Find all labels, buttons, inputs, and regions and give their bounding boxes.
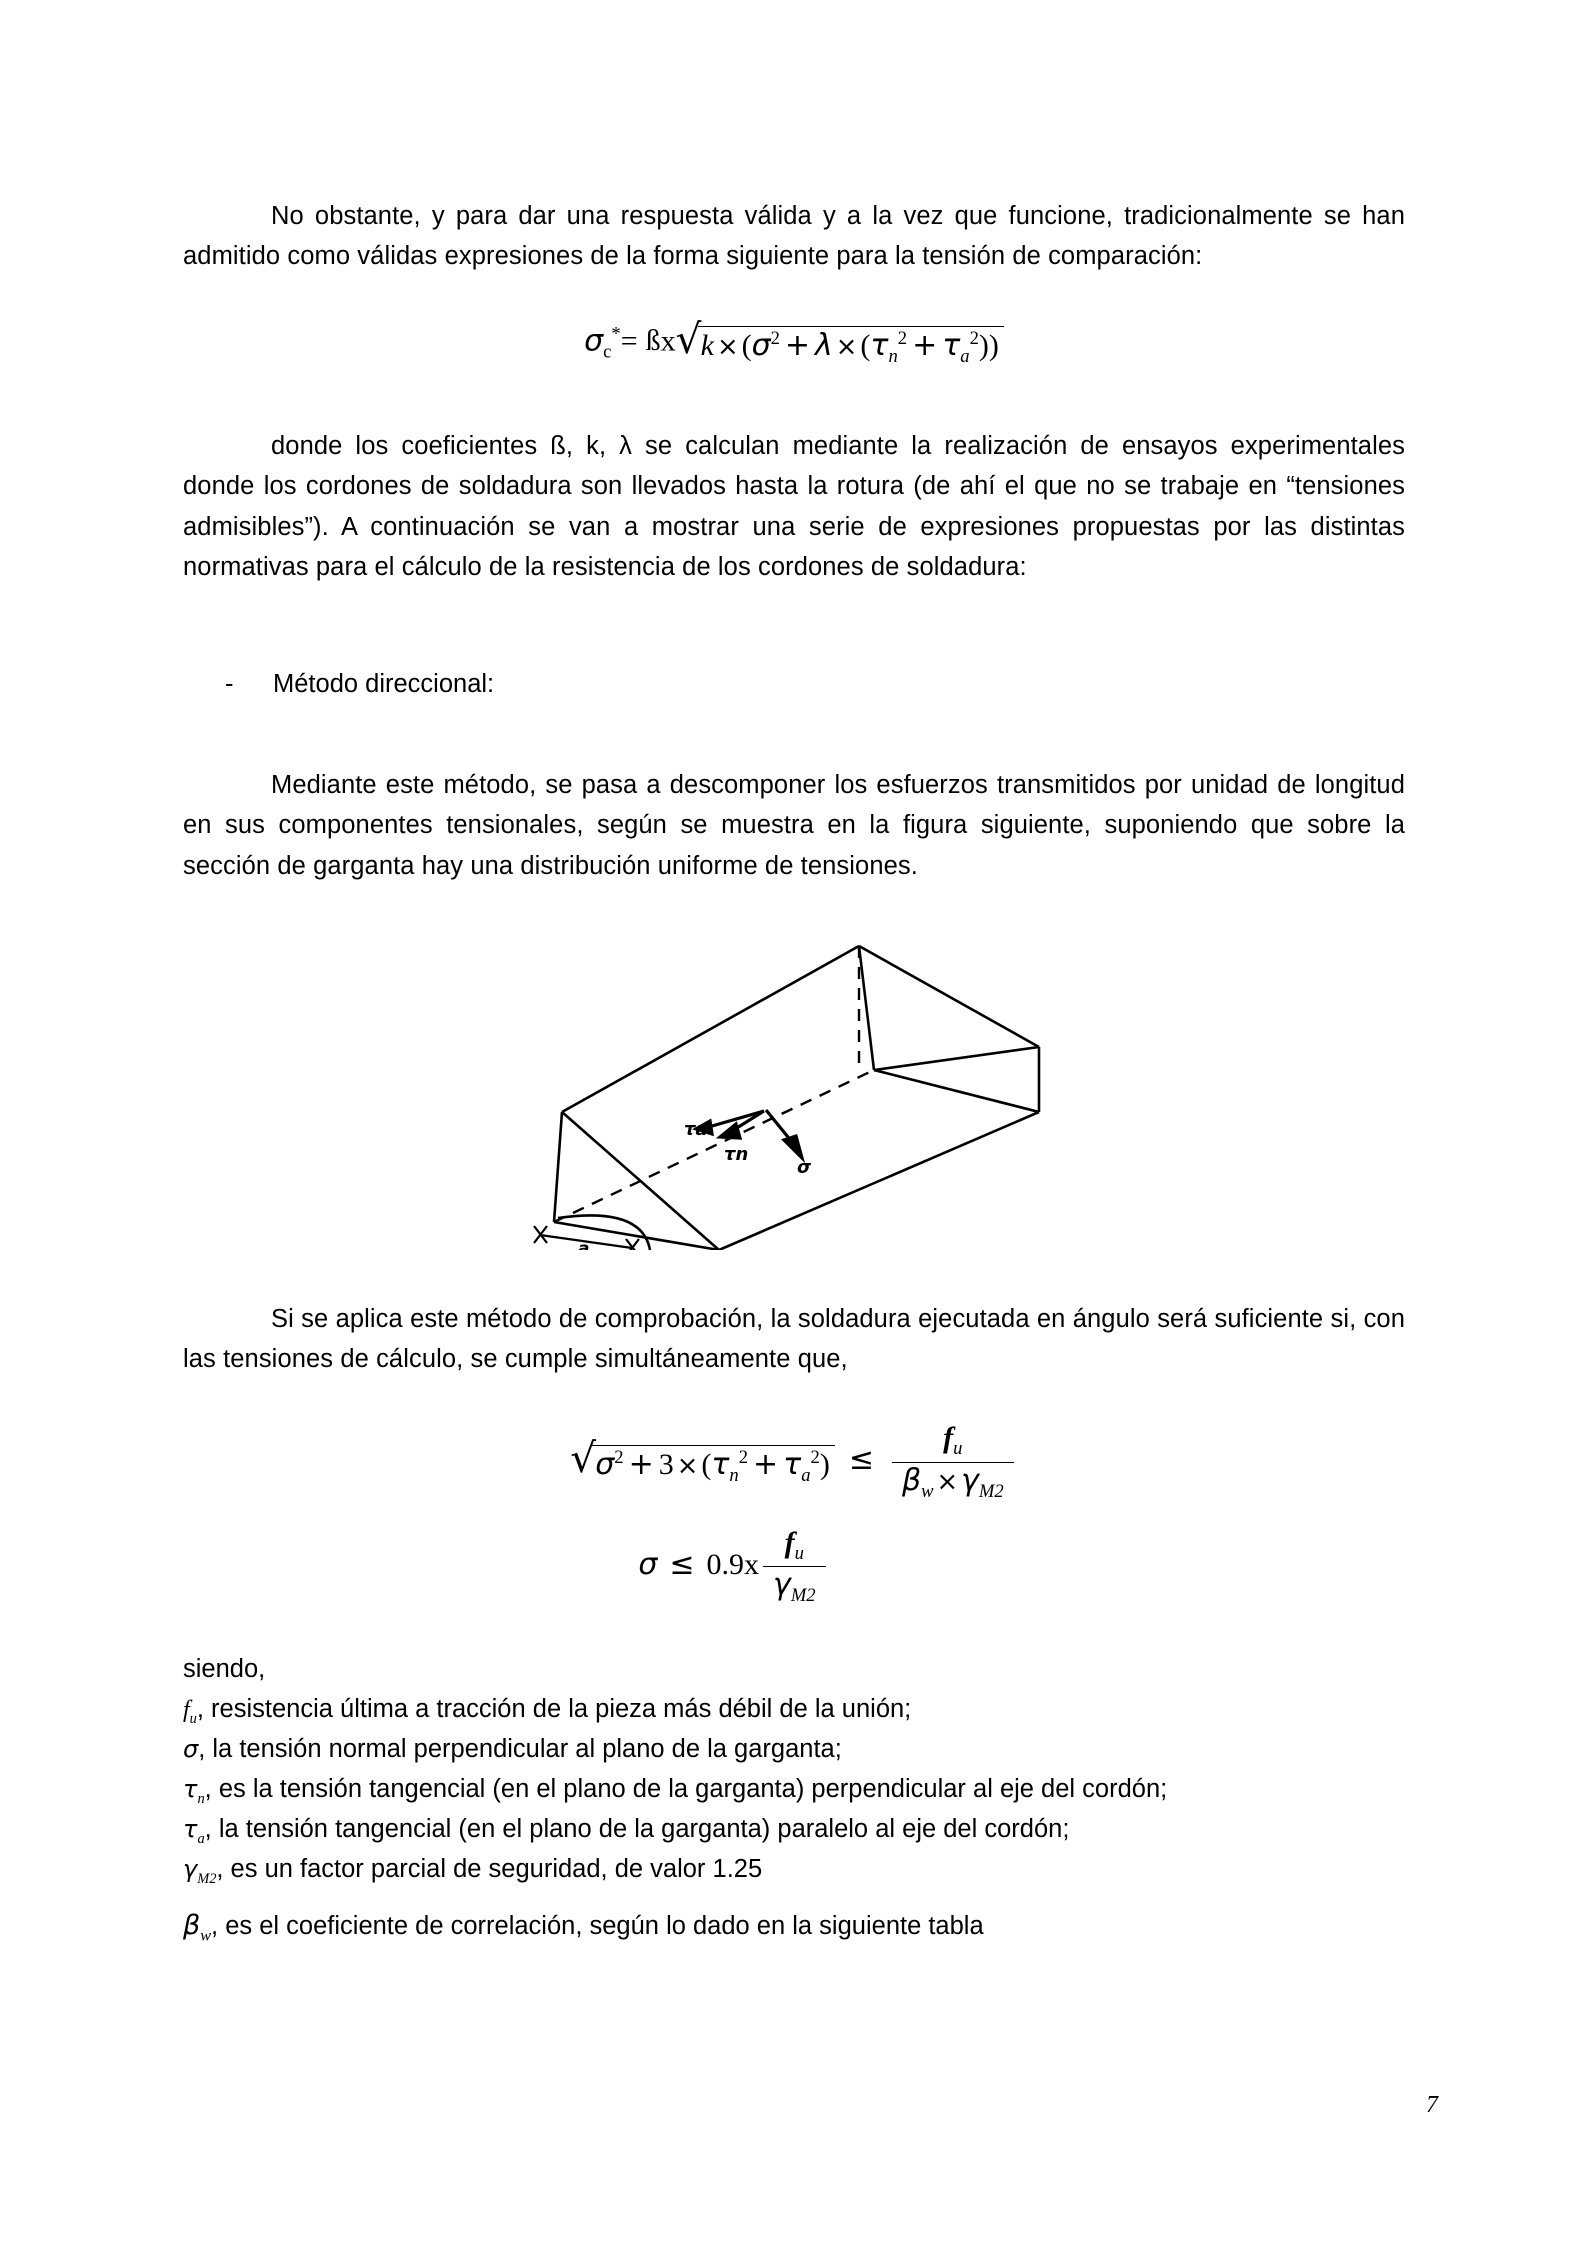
- paragraph-mediante-metodo: Mediante este método, se pasa a descomponer los esfuerzos transmitidos por unidad de longitud en sus componentes tensionales, según se muestra en la figura siguiente, suponiendo que sobre la sección de garganta hay una distribución uniforme de tensiones.: [183, 771, 1405, 880]
- sigma-symbol: σ: [751, 327, 771, 363]
- definition-item-tau-n: [183, 1770, 1405, 1810]
- prism-edge-front-bottom: [719, 1112, 1039, 1250]
- vector-sigma-arrowhead: [784, 1136, 802, 1158]
- definition-symbol-tau-a: [183, 1814, 205, 1847]
- definitions-list: [183, 1650, 1405, 1949]
- bullet-metodo-direccional: [183, 665, 1405, 705]
- fu-subscript-2: u: [794, 1542, 804, 1564]
- definition-symbol-tau-n: [183, 1774, 205, 1807]
- definition-item-sigma: [183, 1730, 1405, 1770]
- definition-symbol-beta-w: [183, 1910, 212, 1945]
- page-number: 7: [1426, 2092, 1438, 2118]
- formula-1-math: [584, 314, 1004, 367]
- definition-symbol-beta-sub: w: [200, 1926, 212, 1945]
- spacer: [183, 587, 1405, 665]
- prism-edge-top-right: [859, 946, 1039, 1047]
- gamma-m2-subscript: M2: [978, 1481, 1004, 1503]
- fraction-denominator: [892, 1463, 1014, 1502]
- tau-a-subscript: a: [960, 345, 970, 367]
- lambda-symbol: λ: [815, 327, 833, 363]
- definition-text-sigma: , la tensión normal perpendicular al plano de la garganta;: [198, 1734, 842, 1763]
- multiply-x: x: [660, 324, 676, 358]
- sigma-symbol-2: σ: [595, 1446, 615, 1482]
- radical-sign: √: [675, 314, 702, 363]
- figure-label-tau-a: τa: [684, 1118, 708, 1140]
- times-sign-1: ×: [716, 331, 739, 362]
- prism-edge-top-left: [562, 946, 859, 1112]
- spacer: [183, 705, 1405, 765]
- spacer: [183, 1502, 1405, 1528]
- definition-text-fu: , resistencia última a tracción de la pieza más débil de la unión;: [196, 1694, 912, 1723]
- definition-symbol-beta-base: β: [183, 1910, 201, 1942]
- sigma-star: *: [611, 323, 621, 345]
- paren-close-3: ): [819, 1447, 830, 1481]
- formula-criterio-von-mises: [183, 1423, 1405, 1501]
- fu-symbol: f: [943, 1421, 954, 1455]
- formula-2-math: [570, 1423, 1017, 1501]
- definition-symbol-fu: [183, 1696, 197, 1727]
- paren-open-1: (: [741, 328, 752, 362]
- beta-w-subscript: w: [921, 1481, 934, 1503]
- formula-tension-comparacion: [183, 314, 1405, 367]
- sigma-c-subscript: c: [603, 341, 612, 363]
- gamma-m2-symbol: γ: [961, 1463, 979, 1499]
- fraction-numerator-2: [763, 1525, 826, 1568]
- tau-n-symbol: τ: [870, 327, 889, 363]
- radicand: [698, 326, 1004, 367]
- tau-n-exponent-2: 2: [738, 1446, 749, 1468]
- spacer: [183, 366, 1405, 426]
- fraction-fu-gammam2: [763, 1525, 826, 1607]
- fraction-numerator: [892, 1423, 1014, 1463]
- prism-edge-right-upper: [874, 1047, 1039, 1070]
- weld-prism-svg: [514, 930, 1074, 1250]
- paren-close-1: ): [978, 328, 989, 362]
- definition-item-beta-w: [183, 1904, 1405, 1949]
- vector-tau-a-line: [712, 1111, 764, 1126]
- page-content: [183, 196, 1405, 1949]
- tau-a-exponent: 2: [969, 327, 979, 349]
- three-coefficient: 3: [658, 1447, 674, 1481]
- times-sign-2: ×: [835, 331, 858, 362]
- figure-weld-throat-prism: [183, 930, 1405, 1255]
- plus-sign-2: +: [912, 327, 938, 363]
- tau-a-symbol: τ: [942, 327, 961, 363]
- plus-sign-4: +: [753, 1446, 779, 1482]
- spacer: [183, 277, 1405, 321]
- bullet-marker: -: [225, 670, 234, 699]
- k-coefficient: k: [700, 328, 714, 362]
- tau-n-subscript: n: [888, 345, 898, 367]
- tau-n-symbol-2: τ: [711, 1446, 730, 1482]
- radical-group: [675, 314, 1004, 367]
- radicand-2: [592, 1445, 835, 1486]
- tau-n-exponent: 2: [897, 327, 908, 349]
- sigma-exponent-2: 2: [614, 1446, 624, 1468]
- times-sign-3: ×: [676, 1450, 699, 1481]
- gamma-m2-symbol-2: γ: [773, 1567, 791, 1603]
- spacer: [183, 886, 1405, 930]
- tau-a-exponent-2: 2: [810, 1446, 820, 1468]
- fraction-denominator-2: [763, 1567, 826, 1606]
- bullet-label: Método direccional:: [273, 670, 495, 699]
- beta-w-symbol: β: [901, 1463, 922, 1499]
- definition-symbol-sigma-base: σ: [183, 1734, 199, 1763]
- definition-item-tau-a: [183, 1810, 1405, 1850]
- leq-sign-2: ≤: [669, 1546, 695, 1582]
- fu-subscript: u: [953, 1438, 963, 1460]
- definition-item-fu: [183, 1690, 1405, 1730]
- definition-text-tau-n: , es la tensión tangencial (en el plano de la garganta) perpendicular al eje del cordón;: [204, 1774, 1168, 1803]
- paren-open-3: (: [701, 1447, 712, 1481]
- tau-n-subscript-2: n: [729, 1464, 739, 1486]
- radical-group-2: [570, 1433, 835, 1486]
- definition-text-tau-a: , la tensión tangencial (en el plano de la garganta) paralelo al eje del cordón;: [204, 1814, 1070, 1843]
- definition-symbol-tau-n-sub: n: [197, 1790, 205, 1807]
- formula-sigma-limite: [183, 1525, 1405, 1607]
- definition-symbol-tau-a-base: τ: [183, 1814, 198, 1843]
- paren-open-2: (: [860, 328, 871, 362]
- definition-text-gamma-m2: , es un factor parcial de seguridad, de valor 1.25: [216, 1855, 763, 1884]
- paragraph-donde-coeficientes: donde los coeficientes ß, k, λ se calculan mediante la realización de ensayos experimentales donde los cordones de soldadura son llevados hasta la rotura (de ahí el que no se trabaje en “tensiones admisibles”). A continuación se van a mostrar una serie de expresiones propuestas por las distintas normativas para el cálculo de la resistencia de los cordones de soldadura:: [183, 432, 1405, 581]
- definition-symbol-fu-sub: u: [189, 1710, 197, 1727]
- definition-symbol-fu-base: f: [183, 1696, 190, 1723]
- tau-a-symbol-2: τ: [783, 1446, 802, 1482]
- paren-close-2: ): [988, 328, 999, 362]
- definition-symbol-gamma-m2: [183, 1855, 217, 1887]
- stress-vectors: [696, 1110, 802, 1158]
- times-sign-4: ×: [936, 1467, 959, 1498]
- beta-coefficient: ß: [645, 324, 661, 358]
- leq-sign-1: ≤: [848, 1442, 874, 1478]
- paragraph-si-se-aplica: Si se aplica este método de comprobación, la soldadura ejecutada en ángulo será suficiente si, con las tensiones de cálculo, se cumple simultáneamente que,: [183, 1304, 1405, 1374]
- gamma-m2-subscript-2: M2: [790, 1585, 816, 1607]
- prism-edge-left-vertical: [554, 1112, 562, 1222]
- figure-label-a: a: [578, 1238, 590, 1250]
- paragraph-no-obstante: No obstante, y para dar una respuesta válida y a la vez que funcione, tradicionalmente se han admitido como válidas expresiones de la forma siguiente para la tensión de comparación:: [183, 202, 1405, 271]
- definition-text-beta-w: , es el coeficiente de correlación, según lo dado en la siguiente tabla: [211, 1912, 984, 1941]
- spacer: [183, 1379, 1405, 1423]
- definition-symbol-tau-a-sub: a: [197, 1830, 205, 1847]
- coefficient-09x: 0.9x: [706, 1547, 760, 1581]
- formula-3-math: [638, 1525, 829, 1607]
- spacer: [183, 1606, 1405, 1650]
- sigma-exponent: 2: [770, 327, 780, 349]
- plus-sign-3: +: [628, 1446, 654, 1482]
- definition-symbol-tau-n-base: τ: [183, 1774, 198, 1803]
- sigma-symbol-3: σ: [638, 1546, 658, 1582]
- prism-edge-right-inner: [859, 946, 874, 1070]
- fu-symbol-2: f: [784, 1525, 795, 1559]
- definitions-intro: siendo,: [183, 1654, 266, 1683]
- fraction-fu-betaw-gammam2: [892, 1423, 1014, 1501]
- vector-tau-n-arrowhead: [720, 1124, 740, 1138]
- tau-a-subscript-2: a: [801, 1464, 811, 1486]
- definition-symbol-gamma-sub: M2: [197, 1870, 217, 1887]
- radical-sign-2: √: [570, 1433, 597, 1482]
- definition-item-gamma-m2: [183, 1850, 1405, 1890]
- figure-label-tau-n: τn: [724, 1143, 749, 1165]
- equals-sign: =: [620, 324, 638, 358]
- figure-label-sigma: σ: [797, 1156, 812, 1178]
- plus-sign-1: +: [784, 327, 811, 363]
- definition-symbol-sigma: [183, 1734, 199, 1763]
- sigma-c-symbol: σ: [584, 323, 604, 359]
- spacer: [183, 1255, 1405, 1299]
- definition-symbol-gamma-base: γ: [183, 1855, 198, 1884]
